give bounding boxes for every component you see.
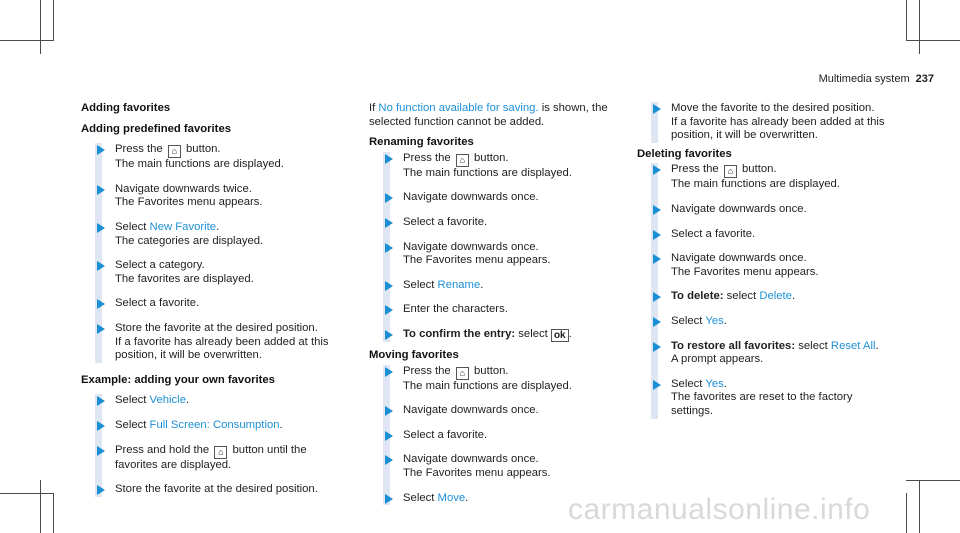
step-text <box>115 394 343 408</box>
step-result: The Favorites menu appears. <box>403 466 551 479</box>
instruction-step <box>369 191 619 205</box>
step-label: To confirm the entry: <box>403 327 516 340</box>
step-action: Navigate downwards twice. <box>115 182 252 195</box>
step-arrow-icon <box>385 367 393 377</box>
step-action-end: . <box>875 339 879 352</box>
step-text <box>671 102 892 116</box>
instruction-step <box>81 444 343 473</box>
crop-mark <box>53 493 54 533</box>
step-arrow-icon <box>385 193 393 203</box>
step-action: Select a favorite. <box>403 215 488 228</box>
column-3 <box>637 102 892 430</box>
step-action: Store the favorite at the desired position. <box>115 321 318 334</box>
step-label: To delete: <box>671 290 724 303</box>
step-result: The categories are displayed. <box>115 234 264 247</box>
step-action-end: . <box>216 220 220 233</box>
step-action: Press the <box>403 151 451 164</box>
step-arrow-icon <box>385 305 393 315</box>
instruction-step <box>369 429 619 443</box>
step-arrow-icon <box>385 330 393 340</box>
watermark: carmanualsonline.info <box>568 493 871 526</box>
step-text <box>403 279 619 293</box>
step-action: Press the <box>403 364 451 377</box>
page-header <box>764 73 934 85</box>
step-text <box>671 163 892 178</box>
step-action: Navigate downwards once. <box>403 453 539 466</box>
home-icon: ⌂ <box>456 154 469 167</box>
instruction-step <box>637 102 892 143</box>
step-list <box>637 102 892 143</box>
instruction-step <box>81 322 343 363</box>
instruction-step <box>81 259 343 286</box>
step-label: To restore all favorites: <box>671 339 796 352</box>
step-arrow-icon <box>653 165 661 175</box>
step-action-end: . <box>279 418 283 431</box>
instruction-step <box>369 216 619 230</box>
instruction-step <box>637 340 892 367</box>
step-action: Enter the characters. <box>403 303 508 316</box>
crop-mark <box>0 493 54 494</box>
step-list <box>81 143 343 363</box>
instruction-step <box>369 241 619 268</box>
step-text <box>115 183 343 197</box>
step-result: The favorites are displayed. <box>115 272 254 285</box>
instruction-step <box>369 453 619 480</box>
subheading: Deleting favorites <box>637 147 732 160</box>
step-result: The Favorites menu appears. <box>403 254 551 267</box>
step-arrow-icon <box>97 396 105 406</box>
step-action-end: . <box>480 278 484 291</box>
subheading: Example: adding your own favorites <box>81 373 275 386</box>
step-arrow-icon <box>653 104 661 114</box>
instruction-step <box>369 303 619 317</box>
step-arrow-icon <box>385 154 393 164</box>
intro-text: If <box>369 102 376 114</box>
step-action: Press the <box>115 143 163 156</box>
step-action: Move the favorite to the desired position. <box>671 102 875 114</box>
step-action-end: . <box>568 327 572 340</box>
step-action: Select a category. <box>115 259 205 272</box>
step-action-end: . <box>185 394 190 407</box>
step-arrow-icon <box>97 324 105 334</box>
heading: Adding favorites <box>81 102 171 114</box>
step-action: Store the favorite at the desired position. <box>115 483 318 496</box>
step-action: Press the <box>671 163 719 176</box>
menu-option: Rename <box>437 278 481 291</box>
step-action: Navigate downwards once. <box>671 252 807 265</box>
home-icon: ⌂ <box>168 145 181 158</box>
instruction-step <box>369 279 619 293</box>
instruction-step <box>81 297 343 311</box>
crop-mark <box>919 480 920 533</box>
step-action-end: button. <box>742 163 777 176</box>
page-number: 237 <box>915 73 934 85</box>
step-text <box>403 429 619 443</box>
step-action-end: . <box>723 314 727 327</box>
step-text <box>115 297 343 311</box>
step-result: The main functions are displayed. <box>671 178 840 191</box>
instruction-step <box>81 221 343 248</box>
step-action: Navigate downwards once. <box>403 404 539 417</box>
step-action-end: button. <box>474 151 509 164</box>
instruction-step <box>81 419 343 433</box>
step-text <box>403 404 619 418</box>
instruction-step <box>81 394 343 408</box>
step-action: select <box>726 290 757 303</box>
step-arrow-icon <box>653 254 661 264</box>
step-result: The Favorites menu appears. <box>115 196 263 209</box>
crop-mark <box>906 0 907 40</box>
intro-paragraph <box>369 102 619 129</box>
menu-option: Reset All <box>830 339 876 352</box>
column-2 <box>369 102 619 516</box>
menu-option: New Favorite <box>149 220 217 233</box>
step-text <box>403 191 619 205</box>
step-action: Select a favorite. <box>671 227 756 240</box>
step-text <box>115 419 343 433</box>
instruction-step <box>369 404 619 418</box>
step-arrow-icon <box>653 230 661 240</box>
step-arrow-icon <box>97 299 105 309</box>
step-arrow-icon <box>97 261 105 271</box>
step-action: select <box>798 339 828 352</box>
instruction-step <box>81 183 343 210</box>
step-arrow-icon <box>97 185 105 195</box>
step-text <box>115 483 343 497</box>
menu-option: Full Screen: Consumption <box>149 418 280 431</box>
step-arrow-icon <box>97 446 105 456</box>
step-text <box>115 322 343 336</box>
step-arrow-icon <box>385 406 393 416</box>
display-message: No function available for saving. <box>378 102 539 114</box>
step-arrow-icon <box>653 205 661 215</box>
crop-mark <box>40 480 41 533</box>
step-action: Press and hold the <box>115 443 210 456</box>
step-result: The favorites are reset to the factory settings. <box>671 391 853 417</box>
step-text <box>671 290 892 304</box>
step-text <box>671 228 892 242</box>
step-result: The main functions are displayed. <box>403 379 572 392</box>
step-result: The Favorites menu appears. <box>671 265 819 278</box>
step-action: Select <box>671 314 703 327</box>
crop-mark <box>0 40 54 41</box>
step-list <box>369 365 619 506</box>
step-result: If a favorite has already been added at this position, it will be overwritten. <box>671 115 885 142</box>
crop-mark <box>53 0 54 40</box>
step-text <box>403 453 619 467</box>
instruction-step <box>637 290 892 304</box>
step-result: The main functions are displayed. <box>403 166 572 179</box>
step-action: Select <box>403 278 435 291</box>
step-text <box>403 328 619 342</box>
step-text <box>115 259 343 273</box>
step-arrow-icon <box>385 243 393 253</box>
crop-mark <box>40 0 41 54</box>
subheading: Moving favorites <box>369 348 459 361</box>
step-arrow-icon <box>385 431 393 441</box>
step-action: Navigate downwards once. <box>403 240 539 253</box>
column-1 <box>81 102 343 508</box>
menu-option: Move <box>437 491 466 504</box>
step-arrow-icon <box>97 145 105 155</box>
step-text <box>115 444 343 473</box>
ok-key-icon: ok <box>551 329 569 342</box>
step-arrow-icon <box>97 421 105 431</box>
step-text <box>671 252 892 266</box>
instruction-step <box>81 143 343 172</box>
step-arrow-icon <box>653 342 661 352</box>
home-icon: ⌂ <box>214 446 227 459</box>
menu-option: Yes <box>705 314 724 327</box>
instruction-step <box>369 328 619 342</box>
step-action: Select <box>115 220 147 233</box>
step-action: Select <box>403 491 435 504</box>
step-action-end: button. <box>474 364 509 377</box>
step-action: Select a favorite. <box>115 297 200 310</box>
menu-option: Vehicle <box>149 394 186 407</box>
instruction-step <box>637 163 892 192</box>
instruction-step <box>369 152 619 181</box>
crop-mark <box>906 40 960 41</box>
step-list <box>637 163 892 418</box>
instruction-step <box>81 483 343 497</box>
instruction-step <box>637 378 892 419</box>
instruction-step <box>369 365 619 394</box>
step-action-end: . <box>791 290 796 303</box>
step-text <box>115 221 343 235</box>
instruction-step <box>637 252 892 279</box>
step-text <box>115 143 343 158</box>
step-arrow-icon <box>385 218 393 228</box>
instruction-step <box>637 203 892 217</box>
step-text <box>671 203 892 217</box>
step-arrow-icon <box>97 485 105 495</box>
step-action-end: . <box>723 377 727 390</box>
step-result: The main functions are displayed. <box>115 158 284 171</box>
step-text <box>403 241 619 255</box>
instruction-step <box>637 228 892 242</box>
step-action: Navigate downwards once. <box>671 202 807 215</box>
step-text <box>403 216 619 230</box>
step-list <box>81 394 343 496</box>
step-arrow-icon <box>653 317 661 327</box>
crop-mark <box>919 0 920 54</box>
step-text <box>671 340 892 354</box>
step-arrow-icon <box>653 292 661 302</box>
step-result: A prompt appears. <box>671 353 764 366</box>
menu-option: Yes <box>705 377 724 390</box>
home-icon: ⌂ <box>724 165 737 178</box>
intro-text: is shown, the selected function cannot be added. <box>369 102 608 128</box>
step-action: Select <box>115 394 147 407</box>
step-action: Select a favorite. <box>403 428 488 441</box>
step-action-end: button until the favorites are displayed. <box>115 443 307 471</box>
step-text <box>403 365 619 380</box>
step-action: select <box>518 327 548 340</box>
step-action-end: button. <box>186 143 221 156</box>
subheading: Adding predefined favorites <box>81 122 232 135</box>
crop-mark <box>906 493 907 533</box>
section-title: Multimedia system <box>818 73 910 85</box>
step-list <box>369 152 619 342</box>
step-arrow-icon <box>653 380 661 390</box>
crop-mark <box>906 480 960 481</box>
instruction-step <box>637 315 892 329</box>
step-action: Select <box>115 418 147 431</box>
step-text <box>403 303 619 317</box>
step-text <box>671 378 892 392</box>
step-arrow-icon <box>385 281 393 291</box>
menu-option: Delete <box>759 290 792 303</box>
step-text <box>671 315 892 329</box>
step-action: Select <box>671 377 703 390</box>
step-arrow-icon <box>385 455 393 465</box>
step-action-end: . <box>465 491 469 504</box>
step-arrow-icon <box>385 494 393 504</box>
home-icon: ⌂ <box>456 367 469 380</box>
subheading: Renaming favorites <box>369 136 474 149</box>
step-arrow-icon <box>97 223 105 233</box>
step-action: Navigate downwards once. <box>403 191 539 204</box>
step-text <box>403 152 619 167</box>
step-result: If a favorite has already been added at this position, it will be overwritten. <box>115 335 329 362</box>
